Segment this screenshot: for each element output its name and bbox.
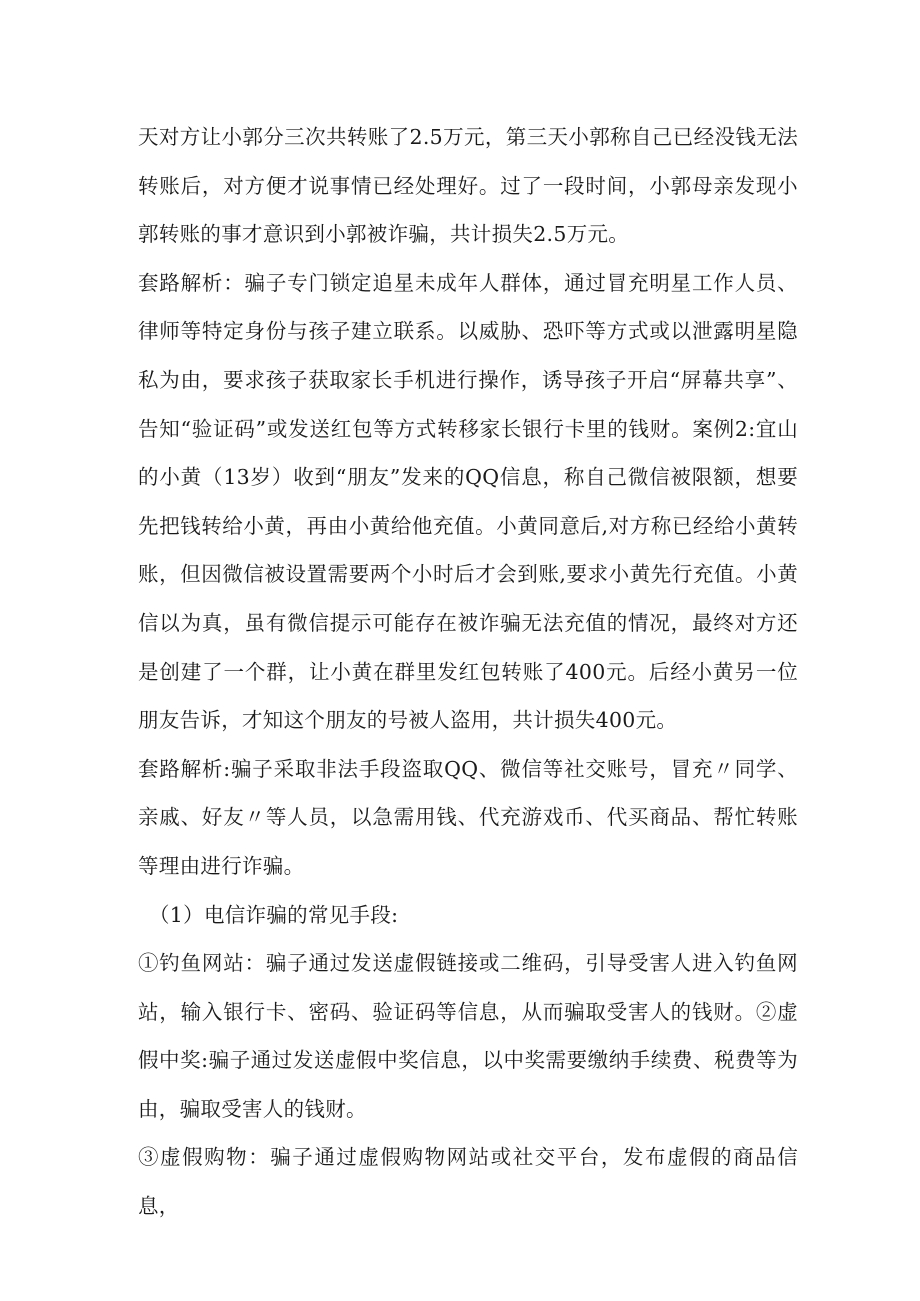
document-body [138,113,798,1231]
paragraph-analysis-case2: 套路解析：骗子专门锁定追星未成年人群体，通过冒充明星工作人员、律师等特定身份与孩子建立联系。以威胁、恐吓等方式或以泄露明星隐私为由，要求孩子获取家长手机进行操作，诱导孩子开启“屏幕共享”、告知“验证码”或发送红包等方式转移家长银行卡里的钱财。案例2:宜山的小黄（13岁）收到“朋友”发来的QQ信息，称自己微信被限额，想要先把钱转给小黄，再由小黄给他充值。小黄同意后,对方称已经给小黄转账，但因微信被设置需要两个小时后才会到账,要求小黄先行充值。小黄信以为真，虽有微信提示可能存在被诈骗无法充值的情况，最终对方还是创建了一个群，让小黄在群里发红包转账了400元。后经小黄另一位朋友告诉，才知这个朋友的号被人盗用，共计损失400元。 [138,270,798,733]
section-heading-common-methods: （1）电信诈骗的常见手段: [149,902,399,927]
paragraph-analysis-social-account: 套路解析:骗子采取非法手段盗取QQ、微信等社交账号，冒充〃同学、亲戚、好友〃等人员，以急需用钱、代充游戏币、代买商品、帮忙转账等理由进行诈骗。 [138,756,798,878]
paragraph-fake-shopping: ③虚假购物：骗子通过虚假购物网站或社交平台，发布虚假的商品信息， [138,1145,798,1219]
paragraph-phishing-fake-prize: ①钓鱼网站：骗子通过发送虚假链接或二维码，引导受害人进入钓鱼网站，输入银行卡、密码、验证码等信息，从而骗取受害人的钱财。②虚假中奖:骗子通过发送虚假中奖信息，以中奖需要缴纳手续费、税费等为由，骗取受害人的钱财。 [138,951,798,1121]
paragraph-case1-ending: 天对方让小郭分三次共转账了2.5万元，第三天小郭称自己已经没钱无法转账后，对方便才说事情已经处理好。过了一段时间，小郭母亲发现小郭转账的事才意识到小郭被诈骗，共计损失2.5万元。 [138,125,798,247]
